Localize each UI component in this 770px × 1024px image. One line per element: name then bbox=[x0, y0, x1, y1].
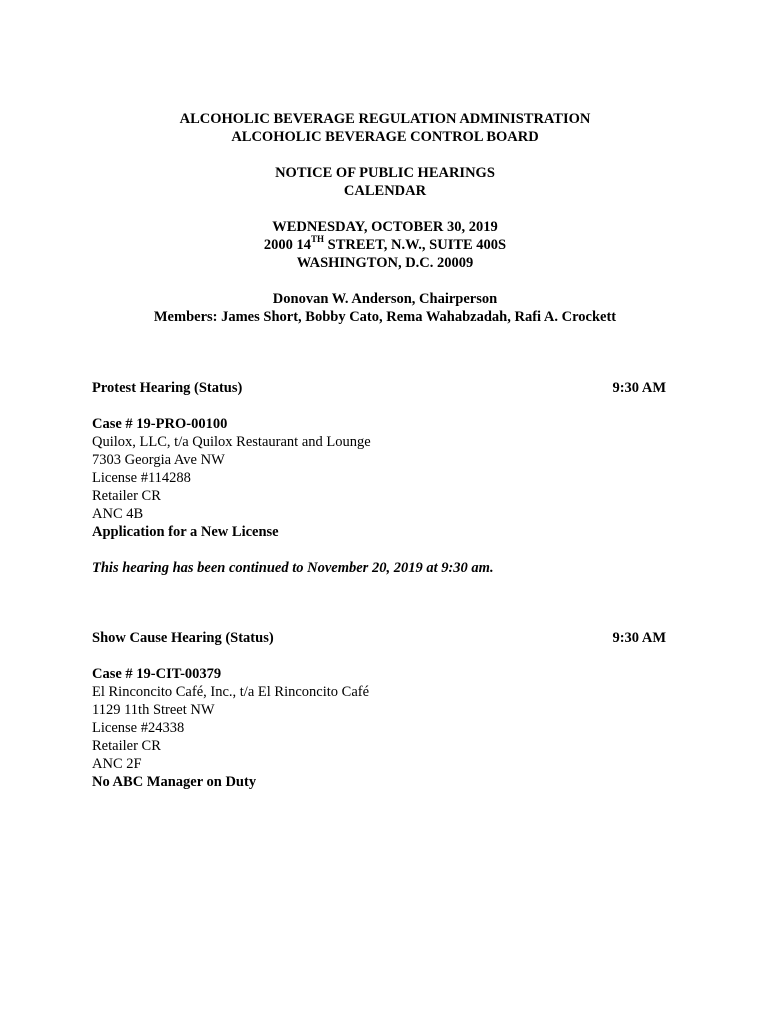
license-class: Retailer CR bbox=[92, 738, 161, 754]
licensee-name: Quilox, LLC, t/a Quilox Restaurant and Lounge bbox=[92, 434, 371, 450]
board-title: ALCOHOLIC BEVERAGE CONTROL BOARD bbox=[231, 129, 539, 145]
chairperson: Donovan W. Anderson, Chairperson bbox=[272, 291, 498, 307]
license-number: License #24338 bbox=[92, 720, 185, 736]
license-class: Retailer CR bbox=[92, 488, 161, 504]
hearing-time: 9:30 AM bbox=[612, 380, 666, 396]
hearing-heading bbox=[92, 379, 666, 397]
licensee-address: 7303 Georgia Ave NW bbox=[92, 452, 225, 468]
board-members: Members: James Short, Bobby Cato, Rema Wahabzadah, Rafi A. Crockett bbox=[153, 309, 617, 325]
street-rest: STREET, N.W., SUITE 400S bbox=[324, 237, 507, 253]
hearing-city: WASHINGTON, D.C. 20009 bbox=[296, 255, 474, 271]
hearing-matter: No ABC Manager on Duty bbox=[92, 774, 257, 790]
agency-title: ALCOHOLIC BEVERAGE REGULATION ADMINISTRATION bbox=[179, 111, 591, 127]
hearing-type: Show Cause Hearing (Status) bbox=[92, 630, 274, 646]
case-number: Case # 19-PRO-00100 bbox=[92, 416, 228, 432]
hearing-address bbox=[0, 236, 770, 254]
hearing-date: WEDNESDAY, OCTOBER 30, 2019 bbox=[272, 219, 498, 235]
hearing-matter: Application for a New License bbox=[92, 524, 279, 540]
hearing-type: Protest Hearing (Status) bbox=[92, 380, 243, 396]
hearing-show-cause bbox=[92, 629, 666, 791]
licensee-name: El Rinconcito Café, Inc., t/a El Rinconcito Café bbox=[92, 684, 370, 700]
street-number: 2000 14 bbox=[263, 237, 311, 253]
licensee-address: 1129 11th Street NW bbox=[92, 702, 215, 718]
notice-header bbox=[0, 110, 770, 326]
license-number: License #114288 bbox=[92, 470, 191, 486]
hearing-protest bbox=[92, 379, 666, 577]
calendar-title: CALENDAR bbox=[343, 183, 427, 199]
anc: ANC 2F bbox=[92, 756, 142, 772]
continuance-note: This hearing has been continued to November 20, 2019 at 9:30 am. bbox=[92, 560, 494, 576]
hearing-heading bbox=[92, 629, 666, 647]
street-ordinal: TH bbox=[310, 234, 324, 245]
notice-title: NOTICE OF PUBLIC HEARINGS bbox=[275, 165, 495, 181]
case-number: Case # 19-CIT-00379 bbox=[92, 666, 222, 682]
anc: ANC 4B bbox=[92, 506, 144, 522]
hearing-time: 9:30 AM bbox=[612, 630, 666, 646]
